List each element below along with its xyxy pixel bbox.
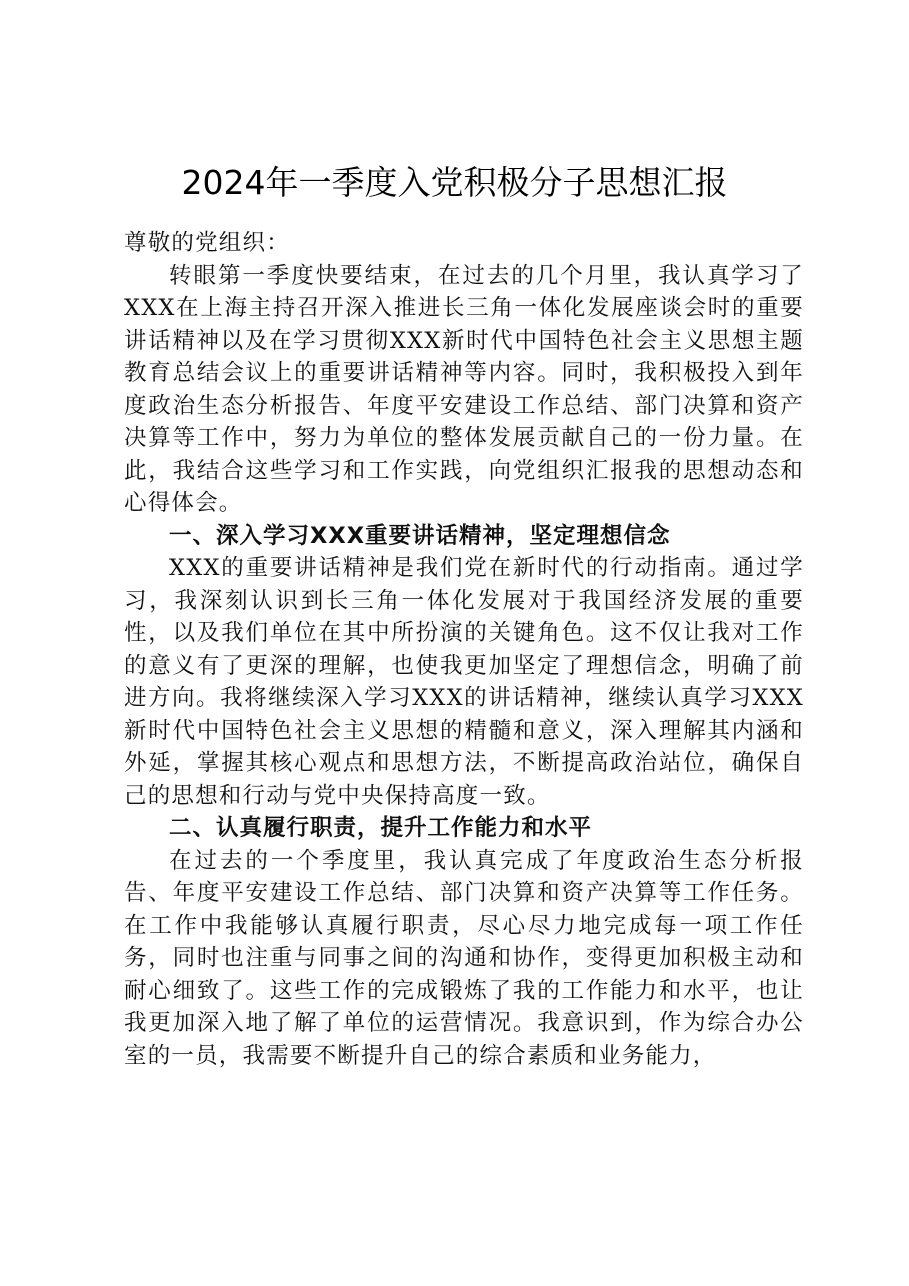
- section-2-paragraph: 在过去的一个季度里，我认真完成了年度政治生态分析报告、年度平安建设工作总结、部门决算和资产决算等工作任务。在工作中我能够认真履行职责，尽心尽力地完成每一项工作任务，同时也注重与同事之间的沟通和协作，变得更加积极主动和耐心细致了。这些工作的完成锻炼了我的工作能力和水平，也让我更加深入地了解了单位的运营情况。我意识到，作为综合办公室的一员，我需要不断提升自己的综合素质和业务能力，: [124, 847, 804, 1069]
- salutation: 尊敬的党组织：: [124, 230, 290, 256]
- section-1-paragraph: XXX的重要讲话精神是我们党在新时代的行动指南。通过学习，我深刻认识到长三角一体化发展对于我国经济发展的重要性，以及我们单位在其中所扮演的关键角色。这不仅让我对工作的意义有了更深的理解，也使我更加坚定了理想信念，明确了前进方向。我将继续深入学习XXX的讲话精神，继续认真学习XXX新时代中国特色社会主义思想的精髓和意义，深入理解其内涵和外延，掌握其核心观点和思想方法，不断提高政治站位，确保自己的思想和行动与党中央保持高度一致。: [124, 555, 804, 809]
- document-body: [124, 227, 804, 1072]
- section-1-heading: 一、深入学习XXX重要讲话精神，坚定理想信念: [169, 522, 671, 549]
- section-2-heading: 二、认真履行职责，提升工作能力和水平: [169, 815, 593, 841]
- intro-paragraph: 转眼第一季度快要结束，在过去的几个月里，我认真学习了XXX在上海主持召开深入推进长三角一体化发展座谈会时的重要讲话精神以及在学习贯彻XXX新时代中国特色社会主义思想主题教育总结会议上的重要讲话精神等内容。同时，我积极投入到年度政治生态分析报告、年度平安建设工作总结、部门决算和资产决算等工作中，努力为单位的整体发展贡献自己的一份力量。在此，我结合这些学习和工作实践，向党组织汇报我的思想动态和心得体会。: [124, 262, 804, 516]
- document-title: 2024年一季度入党积极分子思想汇报: [181, 163, 728, 202]
